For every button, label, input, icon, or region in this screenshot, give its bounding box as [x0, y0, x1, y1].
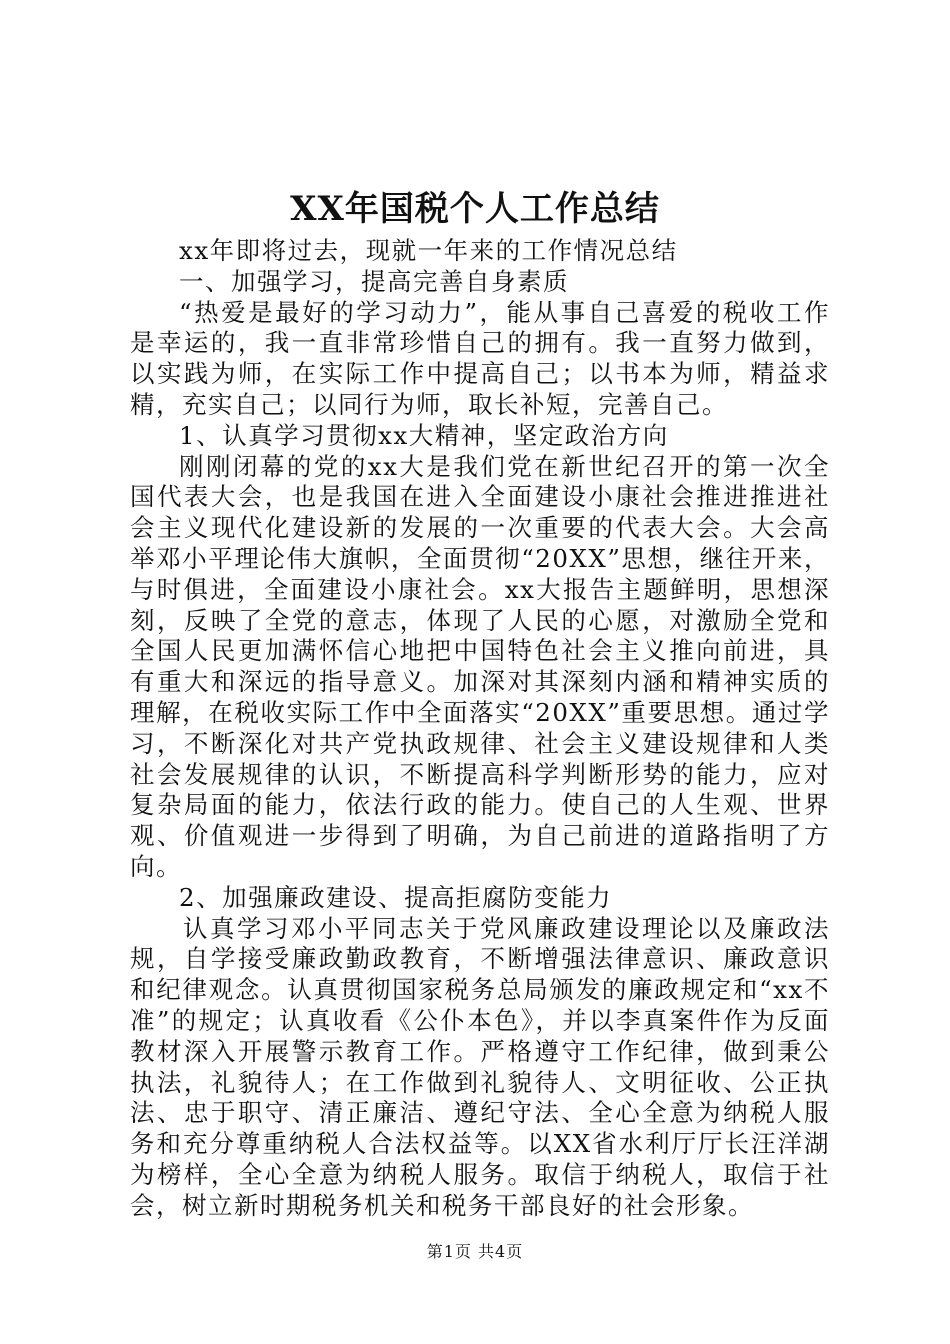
- document-body: [130, 236, 830, 1222]
- page-number-footer: 第1页 共4页: [426, 1242, 524, 1261]
- subsection-heading-2: 2、加强廉政建设、提高拒腐防变能力: [179, 882, 613, 912]
- paragraph-intro: xx年即将过去，现就一年来的工作情况总结: [179, 236, 678, 265]
- paragraph-congress: 刚刚闭幕的党的xx大是我们党在新世纪召开的第一次全国代表大会，也是我国在进入全面建设小康社会推进推进社会主义现代化建设新的发展的一次重要的代表大会。大会高举邓小平理论伟大旗帜，全面贯彻“20XX”思想，继往开来，与时俱进，全面建设小康社会。xx大报告主题鲜明，思想深刻，反映了全党的意志，体现了人民的心愿，对激励全党和全国人民更加满怀信心地把中国特色社会主义推向前进，具有重大和深远的指导意义。加深对其深刻内涵和精神实质的理解，在税收实际工作中全面落实“20XX”重要思想。通过学习，不断深化对共产党执政规律、社会主义建设规律和人类社会发展规律的认识，不断提高科学判断形势的能力，应对复杂局面的能力，依法行政的能力。使自己的人生观、世界观、价值观进一步得到了明确，为自己前进的道路指明了方向。: [130, 451, 830, 881]
- document-title: XX年国税个人工作总结: [290, 189, 660, 229]
- section-heading-1: 一、加强学习，提高完善自身素质: [179, 266, 569, 296]
- paragraph-learning: “热爱是最好的学习动力”，能从事自己喜爱的税收工作是幸运的，我一直非常珍惜自己的拥有。我一直努力做到，以实践为师，在实际工作中提高自己；以书本为师，精益求精，充实自己；以同行为师，取长补短，完善自己。: [130, 297, 830, 419]
- subsection-heading-1: 1、认真学习贯彻xx大精神，坚定政治方向: [179, 420, 669, 450]
- paragraph-integrity: 认真学习邓小平同志关于党风廉政建设理论以及廉政法规，自学接受廉政勤政教育，不断增强法律意识、廉政意识和纪律观念。认真贯彻国家税务总局颁发的廉政规定和“xx不准”的规定；认真收看《公仆本色》，并以李真案件作为反面教材深入开展警示教育工作。严格遵守工作纪律，做到秉公执法，礼貌待人；在工作做到礼貌待人、文明征收、公正执法、忠于职守、清正廉洁、遵纪守法、全心全意为纳税人服务和充分尊重纳税人合法权益等。以XX省水利厅厅长汪洋湖为榜样，全心全意为纳税人服务。取信于纳税人，取信于社会，树立新时期税务机关和税务干部良好的社会形象。: [130, 913, 830, 1220]
